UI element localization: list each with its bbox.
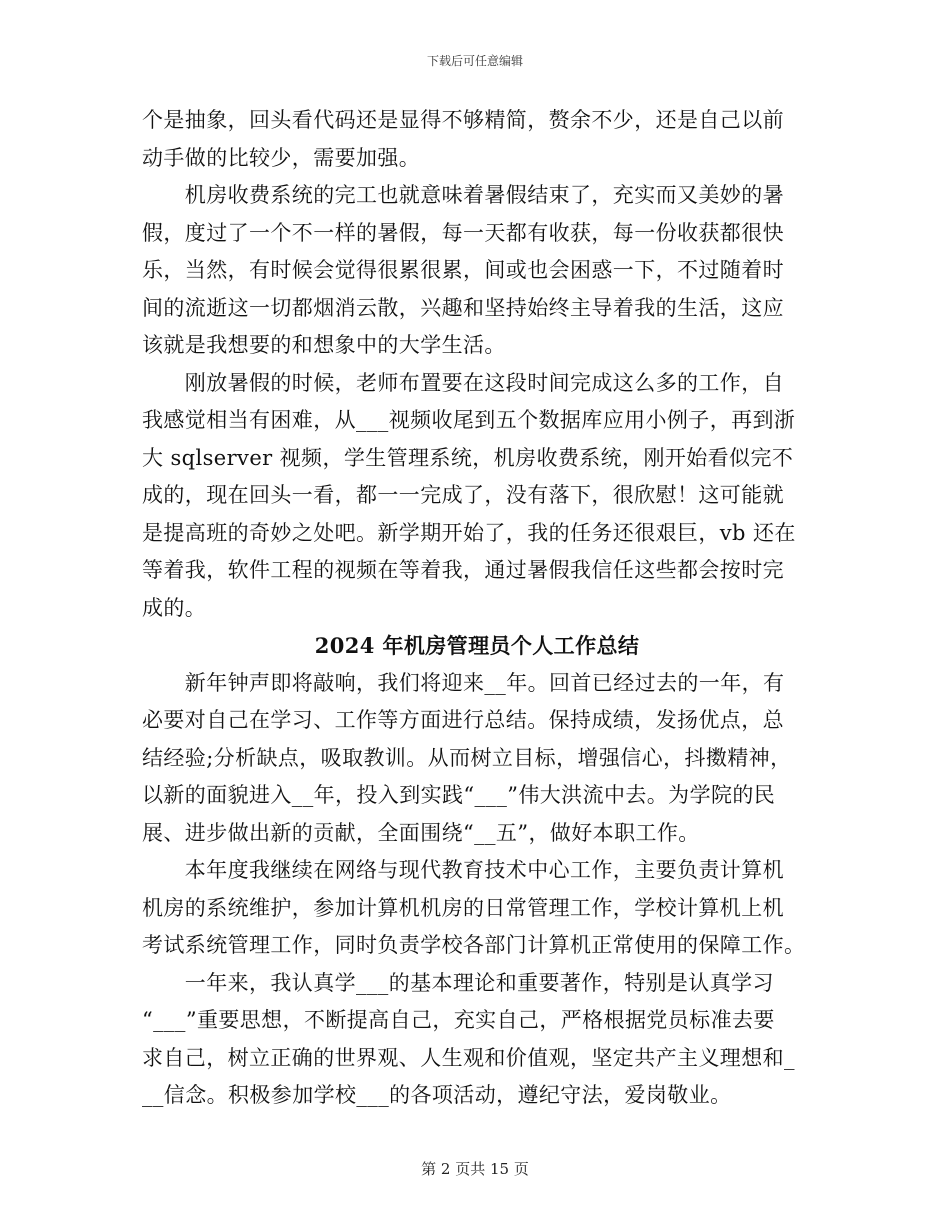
page-footer: 第 2 页共 15 页	[421, 1160, 529, 1178]
text-line: 求自己，树立正确的世界观、人生观和价值观，坚定共产主义理想和_	[142, 1045, 795, 1070]
page-header: 下载后可任意编辑	[426, 54, 523, 68]
text-line: __信念。积极参加学校___的各项活动，遵纪守法，爱岗敬业。	[142, 1083, 732, 1107]
text-line: 成的。	[142, 595, 207, 620]
text-line: 等着我，软件工程的视频在等着我，通过暑假我信任这些都会按时完	[142, 558, 784, 582]
text-line: 新年钟声即将敲响，我们将迎来__年。回首已经过去的一年，有	[142, 670, 785, 695]
text-line: 大 sqlserver 视频，学生管理系统，机房收费系统，刚开始看似完不	[142, 445, 794, 470]
text-line: 一年来，我认真学___的基本理论和重要著作，特别是认真学习	[142, 970, 774, 995]
section-title: 2024 年机房管理员个人工作总结	[314, 633, 640, 658]
text-line: 必要对自己在学习、工作等方面进行总结。保持成绩，发扬优点，总	[142, 708, 784, 732]
text-line: 机房收费系统的完工也就意味着暑假结束了，充实而又美妙的暑	[142, 183, 784, 207]
text-line: 成的，现在回头一看，都一一完成了，没有落下，很欣慰！这可能就	[142, 483, 784, 507]
text-line: 个是抽象，回头看代码还是显得不够精简，赘余不少，还是自己以前	[142, 108, 784, 132]
text-line: 展、进步做出新的贡献，全面围绕“__五”，做好本职工作。	[142, 820, 700, 845]
document-body	[142, 102, 812, 1115]
text-line: 以新的面貌进入__年，投入到实践“___”伟大洪流中去。为学院的民	[142, 783, 776, 807]
text-line: 考试系统管理工作，同时负责学校各部门计算机正常使用的保障工作。	[142, 933, 806, 957]
text-line: 动手做的比较少，需要加强。	[142, 145, 421, 170]
text-line: 本年度我继续在网络与现代教育技术中心工作，主要负责计算机	[142, 858, 784, 882]
text-line: 假，度过了一个不一样的暑假，每一天都有收获，每一份收获都很快	[142, 220, 784, 245]
text-line: 机房的系统维护，参加计算机机房的日常管理工作，学校计算机上机	[142, 895, 784, 920]
text-line: 刚放暑假的时候，老师布置要在这段时间完成这么多的工作，自	[142, 370, 784, 395]
text-line: 我感觉相当有困难，从___视频收尾到五个数据库应用小例子，再到浙	[142, 408, 796, 432]
text-line: 该就是我想要的和想象中的大学生活。	[142, 333, 506, 357]
text-line: “___”重要思想，不断提高自己，充实自己，严格根据党员标准去要	[142, 1008, 775, 1032]
text-line: 间的流逝这一切都烟消云散，兴趣和坚持始终主导着我的生活，这应	[142, 295, 784, 320]
text-line: 是提高班的奇妙之处吧。新学期开始了，我的任务还很艰巨，vb 还在	[142, 520, 796, 545]
text-line: 结经验;分析缺点，吸取教训。从而树立目标，增强信心，抖擞精神，	[142, 745, 792, 770]
text-line: 乐，当然，有时候会觉得很累很累，间或也会困惑一下，不过随着时	[142, 258, 784, 282]
